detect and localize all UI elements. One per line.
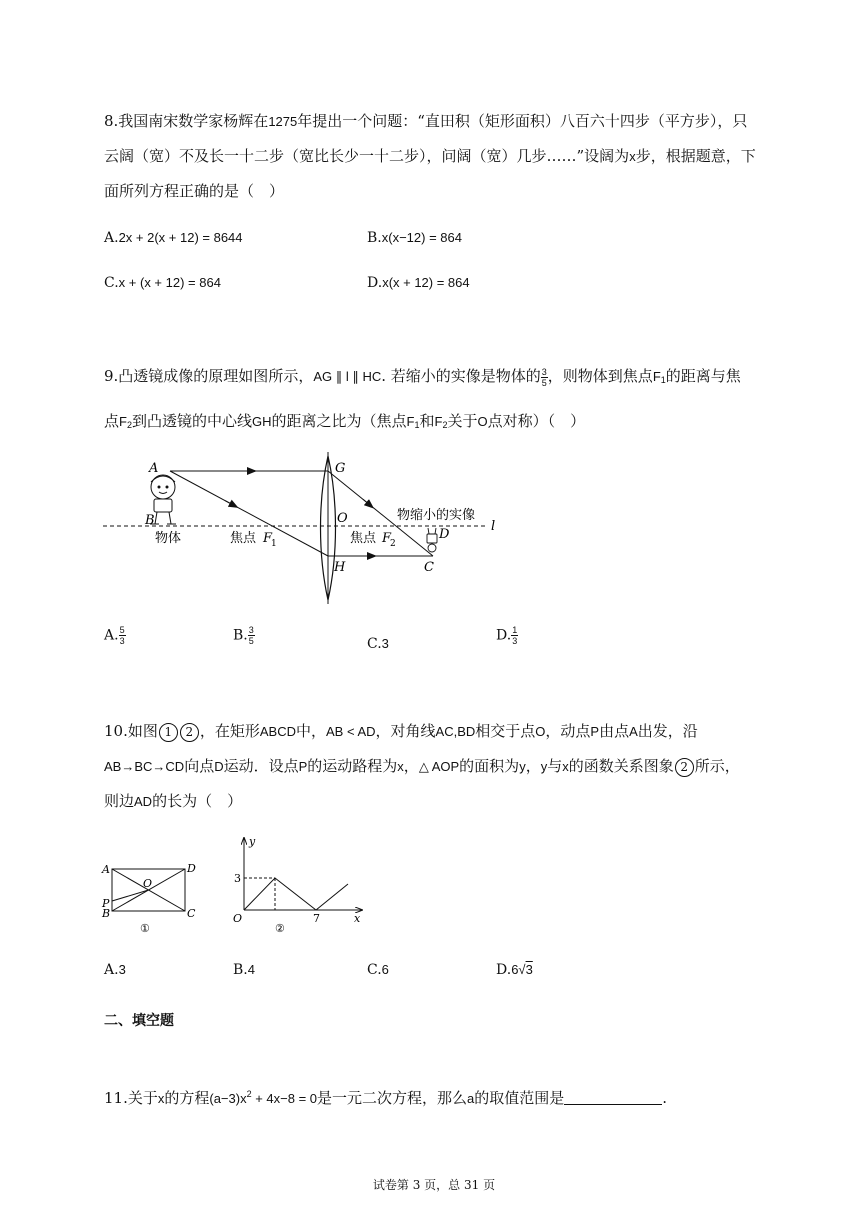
- label-d: D: [439, 527, 450, 542]
- label-c: C: [424, 560, 434, 575]
- q8-option-a: A.2x + 2(x + 12) = 8644: [104, 230, 243, 246]
- fig1-label-d: D: [187, 862, 196, 875]
- page-footer: 试卷第 3 页，总 31 页: [372, 1178, 496, 1192]
- q9-option-b: B. $\frac{3}{5}$: [233, 625, 254, 646]
- q10-option-d: D.6√3: [496, 962, 533, 978]
- q8-option-b: B.x(x−12) = 864: [367, 230, 462, 246]
- q8-option-c: C.x + (x + 12) = 864: [104, 275, 221, 291]
- q11-line: 11.关于x的方程$(a-3)x^2 + 4x-8 = 0$是一元二次方程，那么a的取值范围是 .: [104, 1089, 668, 1107]
- fig1-label-o: O: [143, 877, 153, 890]
- fig1-label-b: B: [102, 907, 111, 920]
- label-f1: F: [263, 531, 273, 546]
- label-a: A: [149, 461, 159, 476]
- label-focus-2: 焦点: [350, 531, 377, 546]
- label-f2-sub: 2: [390, 539, 396, 549]
- fig1-label-a: A: [102, 863, 110, 876]
- label-image: 物缩小的实像: [397, 508, 476, 523]
- q8-option-d: D.x(x + 12) = 864: [367, 275, 470, 291]
- sqrt-sign: √: [518, 962, 526, 977]
- q9-line-1: 9.凸透镜成像的原理如图所示，AG ∥ l ∥ HC. 若缩小的实像是物体的 $\frac{3}{5}$ ，则物体到焦点$F_1$的距离与焦: [104, 366, 741, 388]
- q9-line-2: 点$F_2$到凸透镜的中心线GH的距离之比为（焦点$F_1$和$F_2$关于O点对称）（ ）: [104, 412, 586, 430]
- label-f1-sub: 1: [271, 539, 277, 549]
- label-f2: F: [382, 531, 392, 546]
- q8-line-3: 面所列方程正确的是（ ）: [104, 182, 285, 200]
- q9-option-d: D. $\frac{1}{3}$: [496, 625, 518, 646]
- q10-option-a: A.3: [104, 962, 126, 978]
- fig2-tick-7: 7: [313, 912, 320, 925]
- answer-blank[interactable]: [564, 1090, 662, 1105]
- q8-line-2: 云阔（宽）不及长一十二步（宽比长少一十二步），问阔（宽）几步……”设阔为x步，根据题意，下: [104, 147, 756, 165]
- label-g: G: [335, 461, 346, 476]
- label-focus-1: 焦点: [230, 531, 257, 546]
- section-heading: 二、填空题: [104, 1013, 174, 1029]
- lens-diagram: [95, 450, 505, 610]
- label-object: 物体: [155, 531, 182, 546]
- q8-line-1: 8.我国南宋数学家杨辉在1275年提出一个问题：“直田积（矩形面积）八百六十四步（平方步），只: [104, 112, 748, 130]
- label-o: O: [337, 511, 348, 526]
- fig1-caption: ①: [140, 922, 150, 935]
- label-h: H: [334, 560, 346, 575]
- function-graph: [228, 832, 368, 940]
- q10-line-1: 10.如图 1 2 ，在矩形ABCD中，AB < AD，对角线AC,BD相交于点O，动点P由点A出发，沿: [104, 722, 698, 740]
- q10-line-2: AB→BC→CD向点D运动．设点P的运动路程为x，△ AOP的面积为y，y与x的函数关系图象 2 所示，: [104, 757, 740, 775]
- fraction-3-5: $\frac{3}{5}$: [541, 366, 547, 388]
- fig2-label-y: y: [249, 835, 256, 848]
- q9-option-a: A. $\frac{5}{3}$: [104, 625, 125, 646]
- rectangle-figure: [98, 855, 208, 940]
- q10-option-c: C.6: [367, 962, 389, 978]
- label-l: l: [491, 519, 496, 534]
- fig2-tick-3: 3: [234, 872, 241, 885]
- fig2-caption: ②: [275, 922, 285, 935]
- q10-line-3: 则边AD的长为（ ）: [104, 792, 243, 810]
- label-b: B: [145, 513, 155, 528]
- fig1-label-c: C: [187, 907, 196, 920]
- fig2-label-x: x: [354, 912, 361, 925]
- q9-option-c: C.3: [367, 636, 389, 652]
- fig2-label-o: O: [233, 912, 243, 925]
- fig1-label-p: P: [102, 897, 110, 910]
- small-image-icon: [427, 528, 437, 552]
- q10-option-b: B.4: [233, 962, 255, 978]
